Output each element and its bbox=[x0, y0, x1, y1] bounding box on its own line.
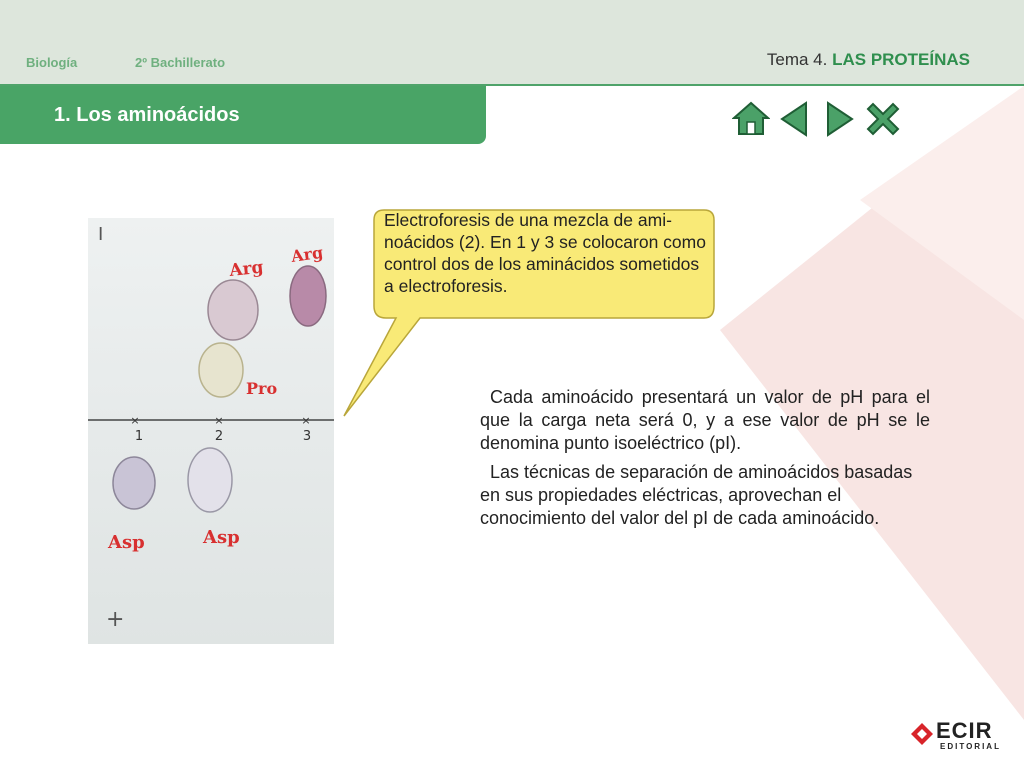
label-arg-right: Arg bbox=[289, 242, 325, 266]
header-band bbox=[0, 0, 1024, 84]
spot-asp-right bbox=[188, 448, 232, 512]
arrow-right-icon[interactable] bbox=[820, 100, 858, 138]
topic-title bbox=[767, 50, 970, 70]
top-mark: I bbox=[98, 224, 104, 245]
bottom-mark: + bbox=[106, 607, 125, 632]
body-text bbox=[480, 386, 930, 536]
publisher-logo bbox=[910, 718, 1001, 752]
logo-subtitle: EDITORIAL bbox=[940, 742, 1001, 751]
logo-mark-icon bbox=[910, 722, 934, 746]
section-tab bbox=[0, 86, 486, 144]
topic-name: LAS PROTEÍNAS bbox=[832, 50, 970, 69]
logo-name: ECIR bbox=[936, 718, 993, 743]
spot-arg-left bbox=[208, 280, 258, 340]
lane-number-1: 1 bbox=[134, 429, 144, 444]
arrow-left-icon[interactable] bbox=[776, 100, 814, 138]
close-icon[interactable] bbox=[864, 100, 902, 138]
svg-text:×: × bbox=[214, 414, 224, 427]
navigation-bar bbox=[732, 100, 902, 138]
label-asp-left: Asp bbox=[108, 532, 145, 553]
svg-text:×: × bbox=[301, 414, 311, 427]
spot-arg-right bbox=[290, 266, 326, 326]
lane-number-2: 2 bbox=[214, 429, 224, 444]
electrophoresis-photo bbox=[88, 218, 334, 644]
callout-text: Electroforesis de una mezcla de ami-noácidos (2). En 1 y 3 se colocaron como control dos de los aminácidos sometidos a electroforesis. bbox=[384, 210, 706, 296]
topic-prefix: Tema 4. bbox=[766, 50, 828, 69]
label-pro: Pro bbox=[246, 379, 278, 398]
level-label: 2º Bachillerato bbox=[135, 55, 226, 70]
label-asp-right: Asp bbox=[203, 527, 240, 548]
home-icon[interactable] bbox=[732, 100, 770, 138]
section-title: 1. Los aminoácidos bbox=[54, 104, 240, 126]
subject-label: Biología bbox=[26, 55, 78, 70]
svg-text:×: × bbox=[130, 414, 140, 427]
lane-number-3: 3 bbox=[302, 429, 312, 444]
spot-pro bbox=[199, 343, 243, 397]
label-arg-left: Arg bbox=[228, 257, 265, 281]
paragraph-isoelectric: Cada aminoácido presentará un valor de pH para el que la carga neta será 0, y a ese valor de pH se le denomina punto isoeléctrico (pI). bbox=[480, 387, 930, 453]
spot-asp-left bbox=[113, 457, 155, 509]
paragraph-separation: Las técnicas de separación de aminoácidos basadas en sus propiedades eléctricas, aprovechan el conocimiento del valor del pI de cada aminoácido. bbox=[480, 462, 913, 528]
